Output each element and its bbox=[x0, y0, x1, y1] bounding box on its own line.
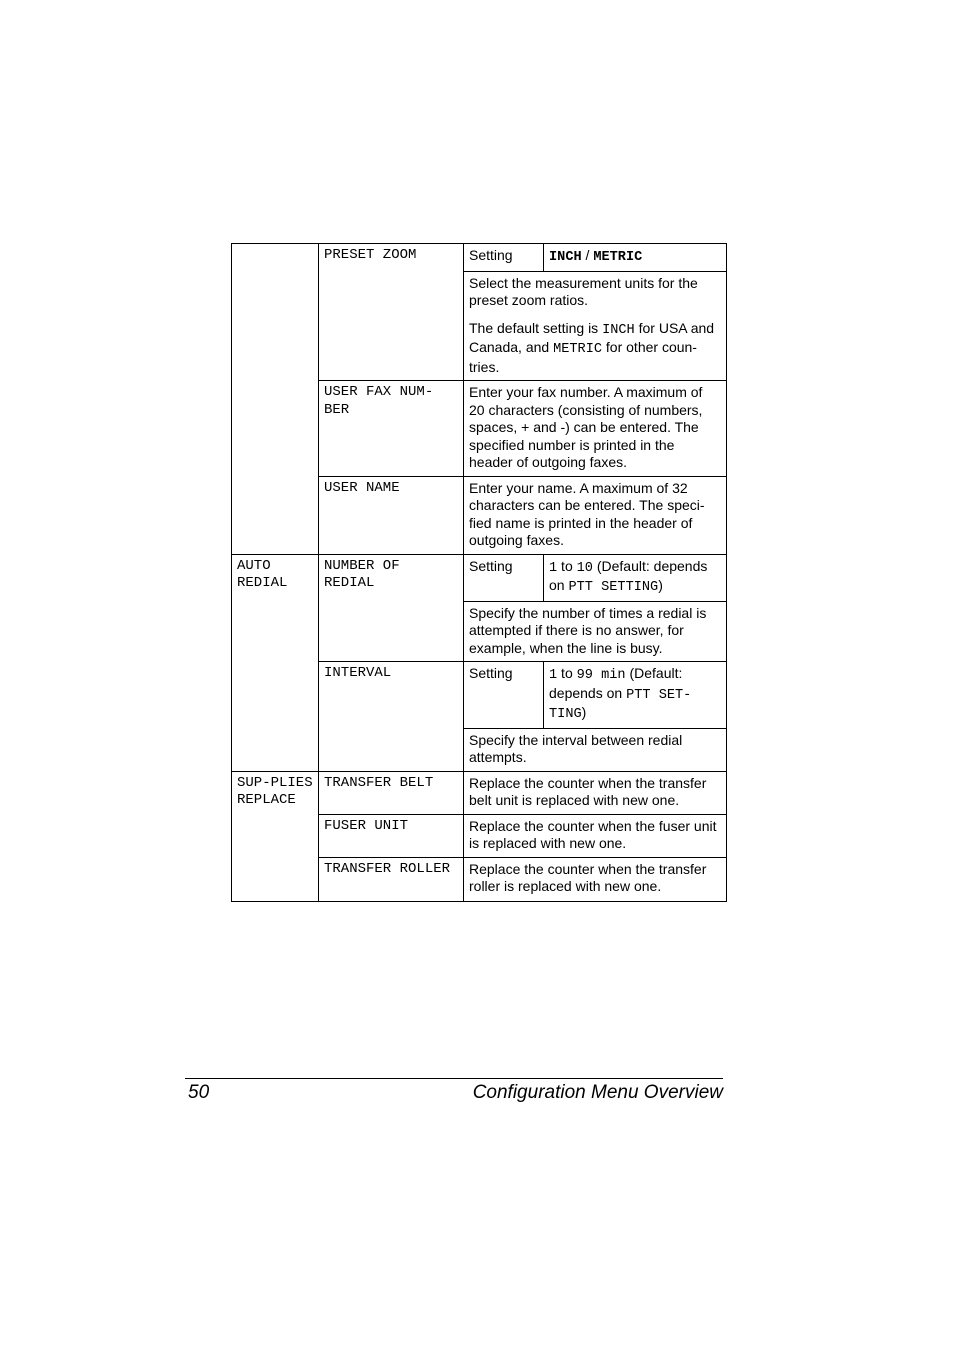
menu-item-user-fax-number: USER FAX NUM-BER bbox=[319, 381, 464, 477]
text-fragment: ) bbox=[581, 704, 587, 720]
menu-group-cell-empty bbox=[232, 244, 319, 555]
menu-item-transfer-roller: TRANSFER ROLLER bbox=[319, 857, 464, 901]
page-number: 50 bbox=[188, 1082, 210, 1103]
menu-item-fuser-unit: FUSER UNIT bbox=[319, 814, 464, 857]
footer-title: Configuration Menu Overview bbox=[472, 1082, 723, 1103]
table-row bbox=[232, 771, 727, 814]
code-text: INCH bbox=[602, 322, 635, 338]
menu-group-auto-redial: AUTO REDIAL bbox=[232, 554, 319, 771]
setting-min: 1 bbox=[549, 560, 558, 576]
setting-label: Setting bbox=[464, 554, 544, 601]
setting-max: 10 bbox=[576, 560, 593, 576]
setting-separator: / bbox=[581, 247, 594, 263]
code-text: PTT SET-TING bbox=[549, 687, 692, 722]
text-fragment: for other coun-tries. bbox=[469, 339, 697, 375]
text-fragment: (Default: depends on bbox=[549, 665, 683, 701]
setting-value bbox=[544, 554, 727, 601]
footer-rule bbox=[185, 1078, 723, 1079]
description-cell: Replace the counter when the transfer belt unit is replaced with new one. bbox=[464, 771, 727, 814]
description-cell: Replace the counter when the transfer roller is replaced with new one. bbox=[464, 857, 727, 901]
menu-item-interval: INTERVAL bbox=[319, 662, 464, 772]
description-cell bbox=[464, 271, 727, 381]
setting-value bbox=[544, 662, 727, 729]
setting-option-metric: METRIC bbox=[593, 250, 643, 265]
description-cell: Enter your fax number. A maximum of 20 characters (consisting of numbers, spaces, + and -) can be entered. The specified number is printed in the header of outgoing faxes. bbox=[464, 381, 727, 477]
code-text: PTT SETTING bbox=[568, 580, 659, 595]
description-cell: Specify the number of times a redial is attempted if there is no answer, for example, when the line is busy. bbox=[464, 601, 727, 662]
configuration-menu-table bbox=[231, 243, 727, 902]
text-fragment: to bbox=[557, 557, 577, 574]
text-fragment: ) bbox=[658, 577, 663, 593]
text-fragment: for USA and Canada, and bbox=[469, 319, 715, 355]
setting-option-inch: INCH bbox=[549, 250, 582, 265]
setting-label: Setting bbox=[464, 244, 544, 272]
text-fragment: (Default: depends on bbox=[549, 557, 708, 593]
description-text bbox=[469, 320, 721, 377]
menu-item-user-name: USER NAME bbox=[319, 476, 464, 554]
menu-item-number-of-redial: NUMBER OF REDIAL bbox=[319, 554, 464, 662]
setting-label: Setting bbox=[464, 662, 544, 729]
description-text: Select the measurement units for the preset zoom ratios. bbox=[469, 274, 698, 308]
description-cell: Specify the interval between redial attempts. bbox=[464, 728, 727, 771]
menu-item-transfer-belt: TRANSFER BELT bbox=[319, 771, 464, 814]
menu-item-preset-zoom: PRESET ZOOM bbox=[319, 244, 464, 381]
text-fragment: to bbox=[557, 665, 577, 681]
setting-min: 1 bbox=[549, 668, 558, 683]
table-row bbox=[232, 244, 727, 272]
table-row bbox=[232, 554, 727, 601]
setting-max: 99 min bbox=[576, 668, 626, 683]
code-text: METRIC bbox=[553, 342, 603, 357]
menu-group-supplies-replace: SUP-PLIES REPLACE bbox=[232, 771, 319, 901]
description-cell: Replace the counter when the fuser unit is replaced with new one. bbox=[464, 814, 727, 857]
text-fragment: The default setting is bbox=[469, 319, 603, 336]
setting-value bbox=[544, 244, 727, 272]
description-cell: Enter your name. A maximum of 32 characters can be entered. The speci-fied name is printed in the header of outgoing faxes. bbox=[464, 476, 727, 554]
